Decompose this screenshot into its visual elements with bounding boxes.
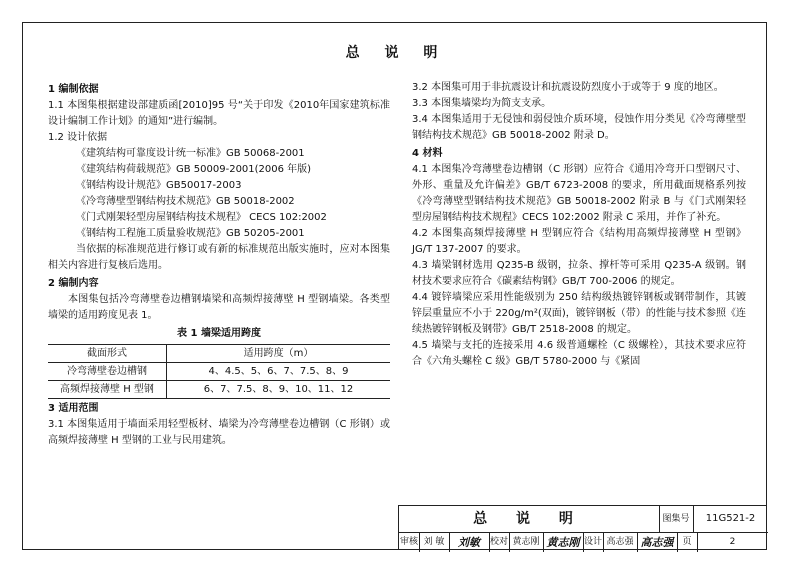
design-name: 高志强 <box>603 533 638 552</box>
signature-row <box>399 532 768 552</box>
revision-note: 当依据的标准规范进行修订或有新的标准规范出版实施时，应对本图集相关内容进行复核后选用。 <box>48 244 390 271</box>
reference-item: 《钢结构设计规范》GB50017-2003 <box>76 180 242 191</box>
check-signature: 黄志刚 <box>543 533 584 552</box>
reference-item: 《建筑结构可靠度设计统一标准》GB 50068-2001 <box>76 148 305 159</box>
span-table <box>48 344 390 399</box>
clause-3-2: 3.2 本图集可用于非抗震设计和抗震设防烈度小于或等于 9 度的地区。 <box>412 82 724 93</box>
design-signature: 高志强 <box>637 533 678 552</box>
check-name: 黄志刚 <box>509 533 544 552</box>
page-label: 页 <box>677 533 698 552</box>
atlas-number: 11G521-2 <box>705 513 756 524</box>
section-2-heading: 2 编制内容 <box>48 278 99 289</box>
clause-3-4: 3.4 本图集适用于无侵蚀和弱侵蚀介质环境，侵蚀作用分类见《冷弯薄壁型钢结构技术规范》GB 50018-2002 附录 D。 <box>412 114 746 141</box>
clause-4-2: 4.2 本图集高频焊接薄壁 H 型钢应符合《结构用高频焊接薄壁 H 型钢》JG/T 137-2007 的要求。 <box>412 228 746 255</box>
reference-item: 《建筑结构荷载规范》GB 50009-2001(2006 年版) <box>76 164 312 175</box>
atlas-number-label: 图集号 <box>659 506 694 532</box>
clause-1-1: 1.1 本图集根据建设部建质函[2010]95 号“关于印发《2010年国家建筑标准设计编制工作计划》的通知”进行编制。 <box>48 100 390 127</box>
review-signature: 刘敏 <box>449 533 490 552</box>
table-cell: 6、7、7.5、8、9、10、11、12 <box>167 381 391 399</box>
table-header-cell: 截面形式 <box>48 345 167 363</box>
table-header-cell: 适用跨度（m） <box>167 345 391 363</box>
clause-3-1: 3.1 本图集适用于墙面采用轻型板材、墙梁为冷弯薄壁卷边槽钢（C 形钢）或高频焊接薄壁 H 型钢的工业与民用建筑。 <box>48 419 390 446</box>
reference-item: 《钢结构工程施工质量验收规范》GB 50205-2001 <box>76 228 305 239</box>
reference-item: 《冷弯薄壁型钢结构技术规范》GB 50018-2002 <box>76 196 295 207</box>
title-block-name: 总 说 明 <box>399 506 660 532</box>
clause-4-5: 4.5 墙梁与支托的连接采用 4.6 级普通螺栓（C 级螺栓），其技术要求应符合《六角头螺栓 C 级》GB/T 5780-2000 与《紧固 <box>412 340 746 367</box>
design-label: 设计 <box>583 533 604 552</box>
section-4-heading: 4 材料 <box>412 148 443 159</box>
page-number: 2 <box>729 537 736 547</box>
content-description: 本图集包括冷弯薄壁卷边槽钢墙梁和高频焊接薄壁 H 型钢墙梁。各类型墙梁的适用跨度见表 1。 <box>48 294 390 321</box>
clause-4-4: 4.4 镀锌墙梁应采用性能级别为 250 结构级热镀锌钢板或钢带制作，其镀锌层重量应不小于 220g/m²(双面)，镀锌钢板（带）的性能与技术参照《连续热镀锌钢板及钢带》GB/T 2518-2008 的规定。 <box>412 292 746 335</box>
right-column <box>412 80 746 370</box>
left-column <box>48 80 390 449</box>
table-cell: 冷弯薄壁卷边槽钢 <box>48 363 167 381</box>
table-cell: 高频焊接薄壁 H 型钢 <box>48 381 167 399</box>
table-header-row <box>48 345 390 363</box>
table-caption: 表 1 墙梁适用跨度 <box>177 328 261 339</box>
check-label: 校对 <box>489 533 510 552</box>
clause-4-1: 4.1 本图集冷弯薄壁卷边槽钢（C 形钢）应符合《通用冷弯开口型钢尺寸、外形、重量及允许偏差》GB/T 6723-2008 的要求，所用截面规格系列按《冷弯薄壁型钢结构技术规范》GB 50018-2002 附录 B 与《门式刚架轻型房屋钢结构技术规程》CECS 102:2002 附录 C 采用，并作了补充。 <box>412 164 746 223</box>
review-name: 刘 敏 <box>419 533 450 552</box>
table-row <box>48 381 390 399</box>
reference-item: 《门式刚架轻型房屋钢结构技术规程》 CECS 102:2002 <box>76 212 327 223</box>
table-cell: 4、4.5、5、6、7、7.5、8、9 <box>167 363 391 381</box>
clause-3-3: 3.3 本图集墙梁均为简支支承。 <box>412 98 552 109</box>
clause-4-3: 4.3 墙梁钢材选用 Q235-B 级钢，拉条、撑杆等可采用 Q235-A 级钢。钢材技术要求应符合《碳素结构钢》GB/T 700-2006 的规定。 <box>412 260 746 287</box>
section-3-heading: 3 适用范围 <box>48 403 99 414</box>
table-row <box>48 363 390 381</box>
review-label: 审核 <box>399 533 420 552</box>
clause-1-2: 1.2 设计依据 <box>48 132 108 143</box>
section-1-heading: 1 编制依据 <box>48 84 99 95</box>
page-title: 总 说 明 <box>345 45 448 61</box>
title-block <box>398 505 767 550</box>
